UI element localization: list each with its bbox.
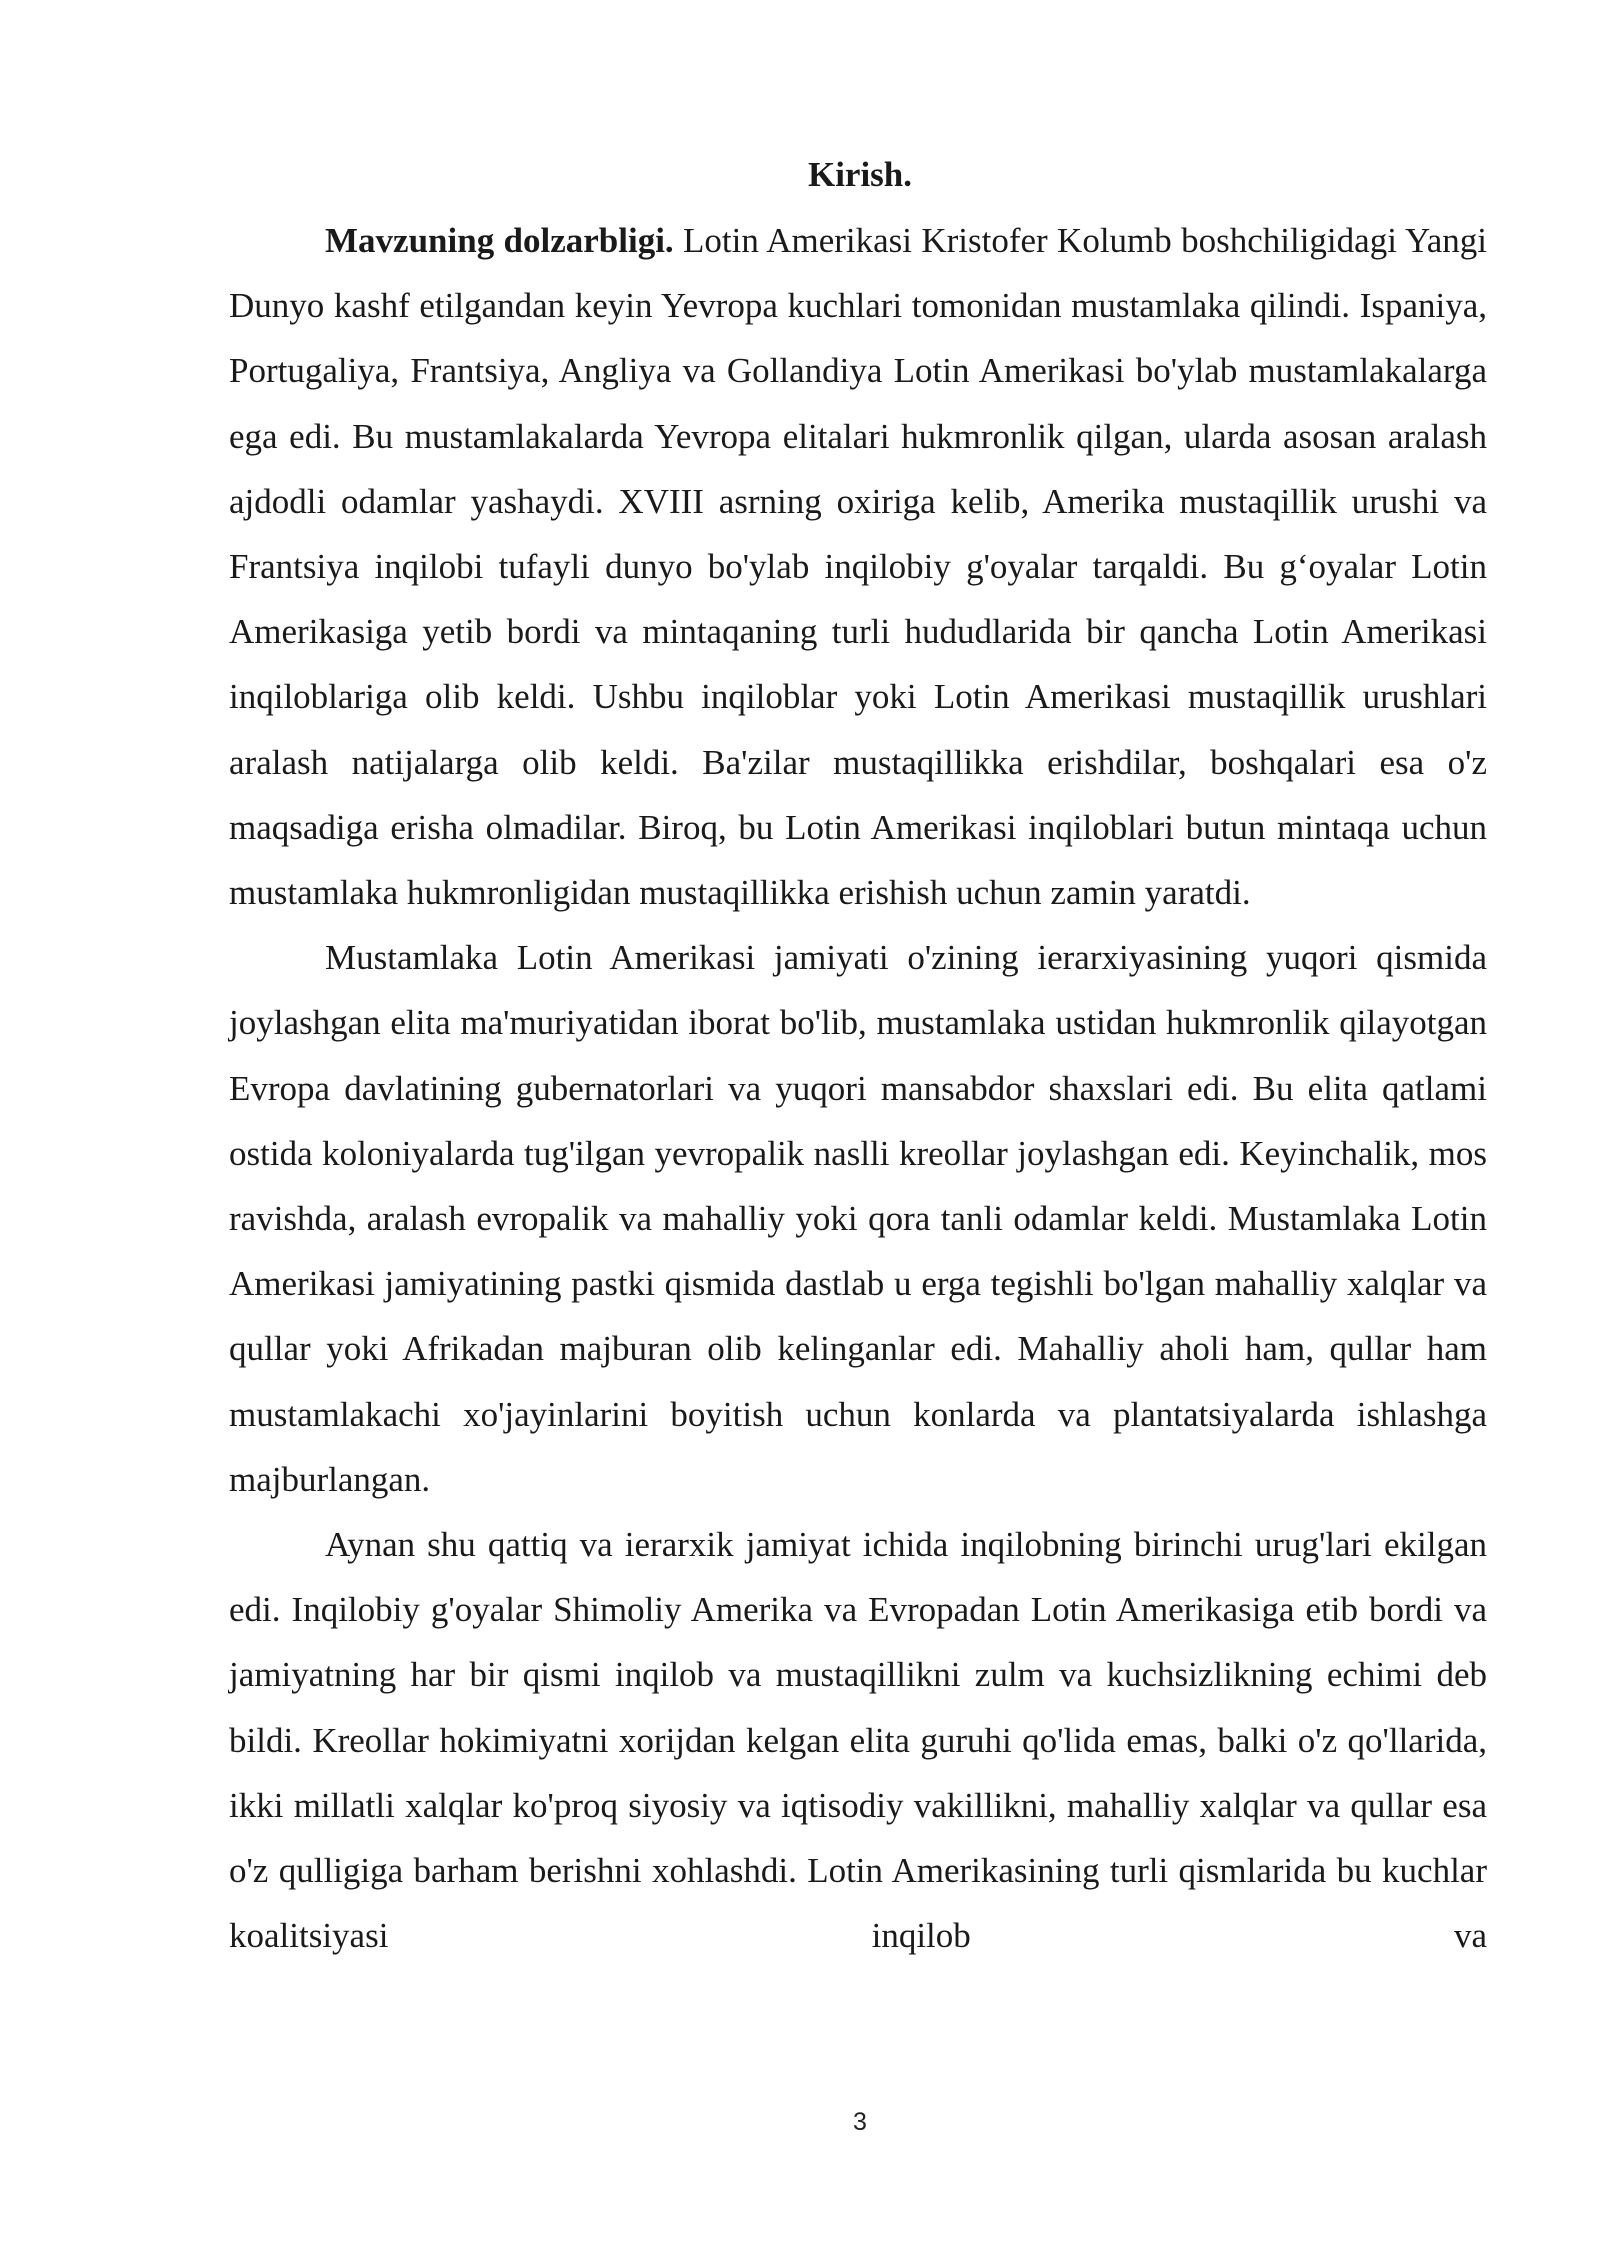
section-heading: Kirish. bbox=[807, 155, 913, 194]
body-text bbox=[229, 208, 1487, 1968]
paragraph-3-text: Aynan shu qattiq va ierarxik jamiyat ichida inqilobning birinchi urug'lari ekilgan edi. Inqilobiy g'oyalar Shimoliy Amerika va Evropadan Lotin Amerikasiga etib bordi va jamiyatning har bir qismi inqilob va mustaqillikni zulm va kuchsizlikning echimi deb bildi. Kreollar hokimiyatni xorijdan kelgan elita guruhi qo'lida emas, balki o'z qo'llarida, ikki millatli xalqlar ko'proq siyosiy va iqtisodiy vakillikni, mahalliy xalqlar va qullar esa o'z qulligiga barham berishni xohlashdi. Lotin Amerikasining turli qismlarida bu kuchlar koalitsiyasi inqilob va bbox=[229, 1525, 1487, 1956]
paragraph-2 bbox=[229, 925, 1487, 1512]
paragraph-3 bbox=[229, 1512, 1487, 1968]
paragraph-lead: Mavzuning dolzarbligi. bbox=[325, 221, 674, 260]
paragraph-1-text: Lotin Amerikasi Kristofer Kolumb boshchiligidagi Yangi Dunyo kashf etilgandan keyin Yevropa kuchlari tomonidan mustamlaka qilindi. Ispaniya, Portugaliya, Frantsiya, Angliya va Gollandiya Lotin Amerikasi bo'ylab mustamlakalarga ega edi. Bu mustamlakalarda Yevropa elitalari hukmronlik qilgan, ularda asosan aralash ajdodli odamlar yashaydi. XVIII asrning oxiriga kelib, Amerika mustaqillik urushi va Frantsiya inqilobi tufayli dunyo bo'ylab inqilobiy g'oyalar tarqaldi. Bu g‘oyalar Lotin Amerikasiga yetib bordi va mintaqaning turli hududlarida bir qancha Lotin Amerikasi inqiloblariga olib keldi. Ushbu inqiloblar yoki Lotin Amerikasi mustaqillik urushlari aralash natijalarga olib keldi. Ba'zilar mustaqillikka erishdilar, boshqalari esa o'z maqsadiga erisha olmadilar. Biroq, bu Lotin Amerikasi inqiloblari butun mintaqa uchun mustamlaka hukmronligidan mustaqillikka erishish uchun zamin yaratdi. bbox=[229, 221, 1487, 913]
paragraph-2-text: Mustamlaka Lotin Amerikasi jamiyati o'zining ierarxiyasining yuqori qismida joylashgan elita ma'muriyatidan iborat bo'lib, mustamlaka ustidan hukmronlik qilayotgan Evropa davlatining gubernatorlari va yuqori mansabdor shaxslari edi. Bu elita qatlami ostida koloniyalarda tug'ilgan yevropalik naslli kreollar joylashgan edi. Keyinchalik, mos ravishda, aralash evropalik va mahalliy yoki qora tanli odamlar keldi. Mustamlaka Lotin Amerikasi jamiyatining pastki qismida dastlab u erga tegishli bo'lgan mahalliy xalqlar va qullar yoki Afrikadan majburan olib kelinganlar edi. Mahalliy aholi ham, qullar ham mustamlakachi xo'jayinlarini boyitish uchun konlarda va plantatsiyalarda ishlashga majburlangan. bbox=[229, 938, 1487, 1499]
page-number: 3 bbox=[853, 2108, 867, 2136]
paragraph-1 bbox=[229, 208, 1487, 925]
